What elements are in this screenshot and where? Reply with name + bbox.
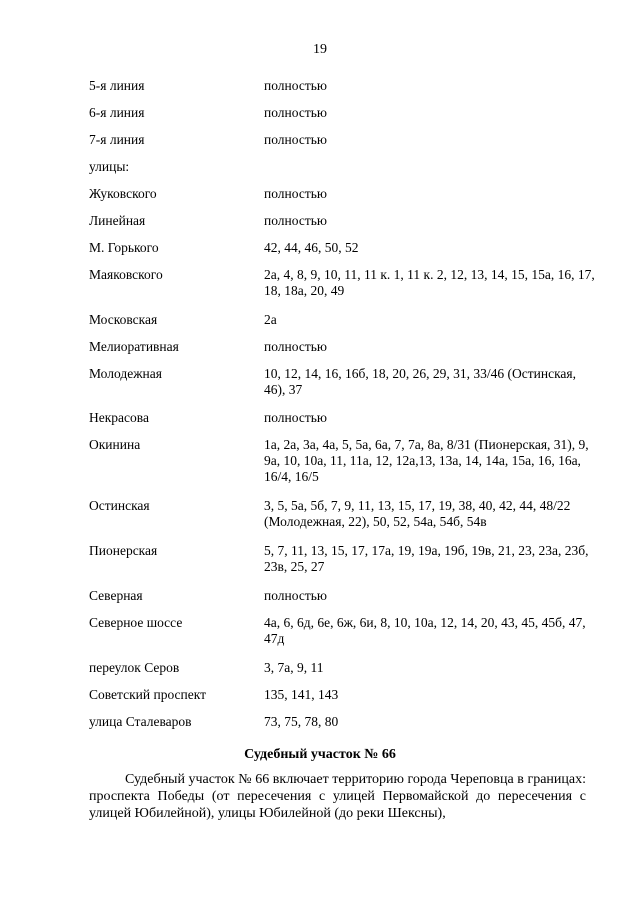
street-houses: 2а, 4, 8, 9, 10, 11, 11 к. 1, 11 к. 2, 12, 13, 14, 15, 15а, 16, 17, 18, 18а, 20, 49: [264, 267, 595, 298]
street-houses: 135, 141, 143: [264, 687, 339, 702]
street-houses: 3, 5, 5а, 5б, 7, 9, 11, 13, 15, 17, 19, 38, 40, 42, 44, 48/22 (Молодежная, 22), 50, 52, 54а, 54б, 54в: [264, 498, 571, 529]
street-name: Молодежная: [89, 366, 162, 381]
street-name: Советский проспект: [89, 687, 207, 702]
street-name: Остинская: [89, 498, 150, 513]
street-list: [89, 78, 599, 730]
street-name: Северная: [89, 588, 143, 603]
list-item: [89, 498, 599, 530]
street-houses: [264, 159, 599, 175]
street-houses: полностью: [264, 410, 327, 425]
list-item: [89, 159, 599, 175]
street-name: Некрасова: [89, 410, 149, 425]
street-houses: 5, 7, 11, 13, 15, 17, 17а, 19, 19а, 19б, 19в, 21, 23, 23а, 23б, 23в, 25, 27: [264, 543, 589, 574]
street-name: Северное шоссе: [89, 615, 183, 630]
page-number: 19: [313, 42, 327, 57]
list-item: [89, 132, 599, 148]
list-item: [89, 615, 599, 647]
street-houses: 73, 75, 78, 80: [264, 714, 339, 729]
list-item: [89, 714, 599, 730]
list-item: [89, 410, 599, 426]
street-name: М. Горького: [89, 240, 159, 255]
list-item: [89, 339, 599, 355]
street-name: Пионерская: [89, 543, 158, 558]
street-name: 5-я линия: [89, 78, 145, 93]
list-item: [89, 213, 599, 229]
list-item: [89, 660, 599, 676]
street-name: Окинина: [89, 437, 141, 452]
list-item: [89, 267, 599, 299]
body-paragraph: Судебный участок № 66 включает территорию города Череповца в границах: проспекта Победы (от пересечения с улицей Первомайской до пересечения с улицей Юбилейной), улицы Юбилейной (до реки Шексны),: [89, 772, 586, 821]
street-name: 6-я линия: [89, 105, 145, 120]
street-houses: 2а: [264, 312, 277, 327]
list-item: [89, 687, 599, 703]
street-houses: полностью: [264, 339, 327, 354]
street-houses: полностью: [264, 588, 327, 603]
list-item: [89, 240, 599, 256]
street-houses: полностью: [264, 105, 327, 120]
street-houses: 1а, 2а, 3а, 4а, 5, 5а, 6а, 7, 7а, 8а, 8/31 (Пионерская, 31), 9, 9а, 10, 10а, 11, 11а, 12, 12а,13, 13а, 14, 14а, 15а, 16, 16а, 16/4, 16/5: [264, 437, 589, 484]
section-title: Судебный участок № 66: [244, 747, 396, 762]
street-houses: 42, 44, 46, 50, 52: [264, 240, 359, 255]
list-item: [89, 588, 599, 604]
street-houses: 3, 7а, 9, 11: [264, 660, 324, 675]
list-item: [89, 78, 599, 94]
list-item: [89, 105, 599, 121]
list-item: [89, 312, 599, 328]
street-name: Линейная: [89, 213, 146, 228]
list-item: [89, 437, 599, 485]
list-item: [89, 543, 599, 575]
street-name: Московская: [89, 312, 158, 327]
street-houses: полностью: [264, 132, 327, 147]
street-houses: полностью: [264, 78, 327, 93]
street-name: улица Сталеваров: [89, 714, 192, 729]
street-houses: полностью: [264, 213, 327, 228]
street-name: Мелиоративная: [89, 339, 179, 354]
street-name: Маяковского: [89, 267, 163, 282]
street-houses: 10, 12, 14, 16, 16б, 18, 20, 26, 29, 31, 33/46 (Остинская, 46), 37: [264, 366, 577, 397]
street-name: 7-я линия: [89, 132, 145, 147]
street-name: улицы:: [89, 159, 130, 174]
street-name: Жуковского: [89, 186, 157, 201]
street-name: переулок Серов: [89, 660, 180, 675]
list-item: [89, 366, 599, 398]
street-houses: 4а, 6, 6д, 6е, 6ж, 6и, 8, 10, 10а, 12, 14, 20, 43, 45, 45б, 47, 47д: [264, 615, 586, 646]
street-houses: полностью: [264, 186, 327, 201]
list-item: [89, 186, 599, 202]
